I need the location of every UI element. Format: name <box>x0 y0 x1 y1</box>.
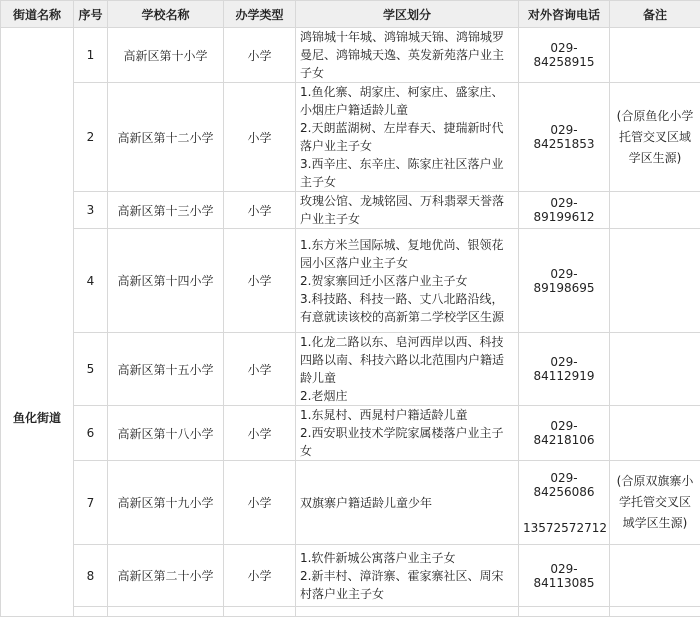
phone-cell <box>519 406 610 461</box>
row-no: 4 <box>74 229 108 333</box>
district-area <box>296 545 519 607</box>
table-row <box>1 83 700 192</box>
table-row <box>1 28 700 83</box>
table-row <box>1 461 700 545</box>
note-cell <box>610 192 700 229</box>
district-line: 双旗寨户籍适龄儿童少年 <box>300 494 514 512</box>
phone-cell <box>519 545 610 607</box>
district-line: 1.东方米兰国际城、复地优尚、银领花园小区落户业主子女 <box>300 236 514 272</box>
phone-number: 029-84112919 <box>523 355 605 383</box>
school-name: 高新区第十小学 <box>108 28 224 83</box>
phone-number: 029-89199612 <box>523 196 605 224</box>
district-area <box>296 83 519 192</box>
header-type: 办学类型 <box>224 1 296 28</box>
table-row <box>1 545 700 607</box>
note-cell <box>610 229 700 333</box>
note-cell <box>610 406 700 461</box>
district-line: 2.贺家寨回迁小区落户业主子女 <box>300 272 514 290</box>
note-cell <box>610 333 700 406</box>
header-no: 序号 <box>74 1 108 28</box>
district-line: 2.老烟庄 <box>300 387 514 405</box>
district-line: 玫瑰公馆、龙城铭园、万科翡翠天誉落户业主子女 <box>300 192 514 228</box>
school-name: 高新区第二十小学 <box>108 545 224 607</box>
table-row <box>1 192 700 229</box>
district-line: 1.鱼化寨、胡家庄、柯家庄、盛家庄、小烟庄户籍适龄儿童 <box>300 83 514 119</box>
table-row <box>1 333 700 406</box>
phone-number: 029-84256086 <box>523 471 605 499</box>
district-line: 2.新丰村、漳浒寨、霍家寨社区、周宋村落户业主子女 <box>300 567 514 603</box>
school-type: 小学 <box>224 28 296 83</box>
district-line: 1.化龙二路以东、皂河西岸以西、科技四路以南、科技六路以北范围内户籍适龄儿童 <box>300 333 514 387</box>
phone-cell <box>519 28 610 83</box>
district-area <box>296 229 519 333</box>
row-no: 2 <box>74 83 108 192</box>
row-no: 1 <box>74 28 108 83</box>
district-line: 1.东晁村、西晁村户籍适龄儿童 <box>300 406 514 424</box>
school-type: 小学 <box>224 461 296 545</box>
row-no: 8 <box>74 545 108 607</box>
district-area <box>296 461 519 545</box>
header-row <box>1 1 700 28</box>
phone-number: 029-84218106 <box>523 419 605 447</box>
school-name: 高新区第十五小学 <box>108 333 224 406</box>
district-line: 3.西辛庄、东辛庄、陈家庄社区落户业主子女 <box>300 155 514 191</box>
row-no: 7 <box>74 461 108 545</box>
phone-number: 029-84258915 <box>523 41 605 69</box>
school-type: 小学 <box>224 192 296 229</box>
note-cell: (合原鱼化小学托管交叉区域学区生源) <box>610 83 700 192</box>
phone-number: 13572572712 <box>523 521 605 535</box>
school-type: 小学 <box>224 229 296 333</box>
school-name: 高新区第十九小学 <box>108 461 224 545</box>
district-area <box>296 28 519 83</box>
note-cell: (合原双旗寨小学托管交叉区域学区生源) <box>610 461 700 545</box>
district-line: 3.科技路、科技一路、丈八北路沿线，有意就读该校的高新第二学校学区生源 <box>300 290 514 326</box>
street-name: 鱼化街道 <box>13 411 61 425</box>
school-name: 高新区第十八小学 <box>108 406 224 461</box>
table-row <box>1 406 700 461</box>
school-name: 高新区第十三小学 <box>108 192 224 229</box>
school-type: 小学 <box>224 545 296 607</box>
district-area <box>296 406 519 461</box>
school-type: 小学 <box>224 333 296 406</box>
row-no: 5 <box>74 333 108 406</box>
row-no: 3 <box>74 192 108 229</box>
district-area <box>296 192 519 229</box>
school-type: 小学 <box>224 83 296 192</box>
phone-cell <box>519 461 610 545</box>
note-cell <box>610 545 700 607</box>
school-name: 高新区第十二小学 <box>108 83 224 192</box>
header-area: 学区划分 <box>296 1 519 28</box>
phone-number: 029-84113085 <box>523 562 605 590</box>
district-line: 鸿锦城十年城、鸿锦城天锦、鸿锦城罗曼尼、鸿锦城天逸、英发新苑落户业主子女 <box>300 28 514 82</box>
phone-cell <box>519 83 610 192</box>
district-area <box>296 333 519 406</box>
school-name: 高新区第十四小学 <box>108 229 224 333</box>
header-tel: 对外咨询电话 <box>519 1 610 28</box>
row-no: 6 <box>74 406 108 461</box>
street-cell <box>1 28 74 617</box>
table-row <box>1 229 700 333</box>
header-school: 学校名称 <box>108 1 224 28</box>
phone-number: 029-89198695 <box>523 267 605 295</box>
phone-number: 029-84251853 <box>523 123 605 151</box>
header-note: 备注 <box>610 1 700 28</box>
district-line: 2.天朗蓝湖树、左岸春天、捷瑞新时代落户业主子女 <box>300 119 514 155</box>
school-type: 小学 <box>224 406 296 461</box>
header-street: 街道名称 <box>1 1 74 28</box>
phone-cell <box>519 333 610 406</box>
phone-cell <box>519 229 610 333</box>
district-line: 2.西安职业技术学院家属楼落户业主子女 <box>300 424 514 460</box>
table-row-partial <box>1 607 700 617</box>
district-line: 1.软件新城公寓落户业主子女 <box>300 549 514 567</box>
phone-cell <box>519 192 610 229</box>
note-cell <box>610 28 700 83</box>
